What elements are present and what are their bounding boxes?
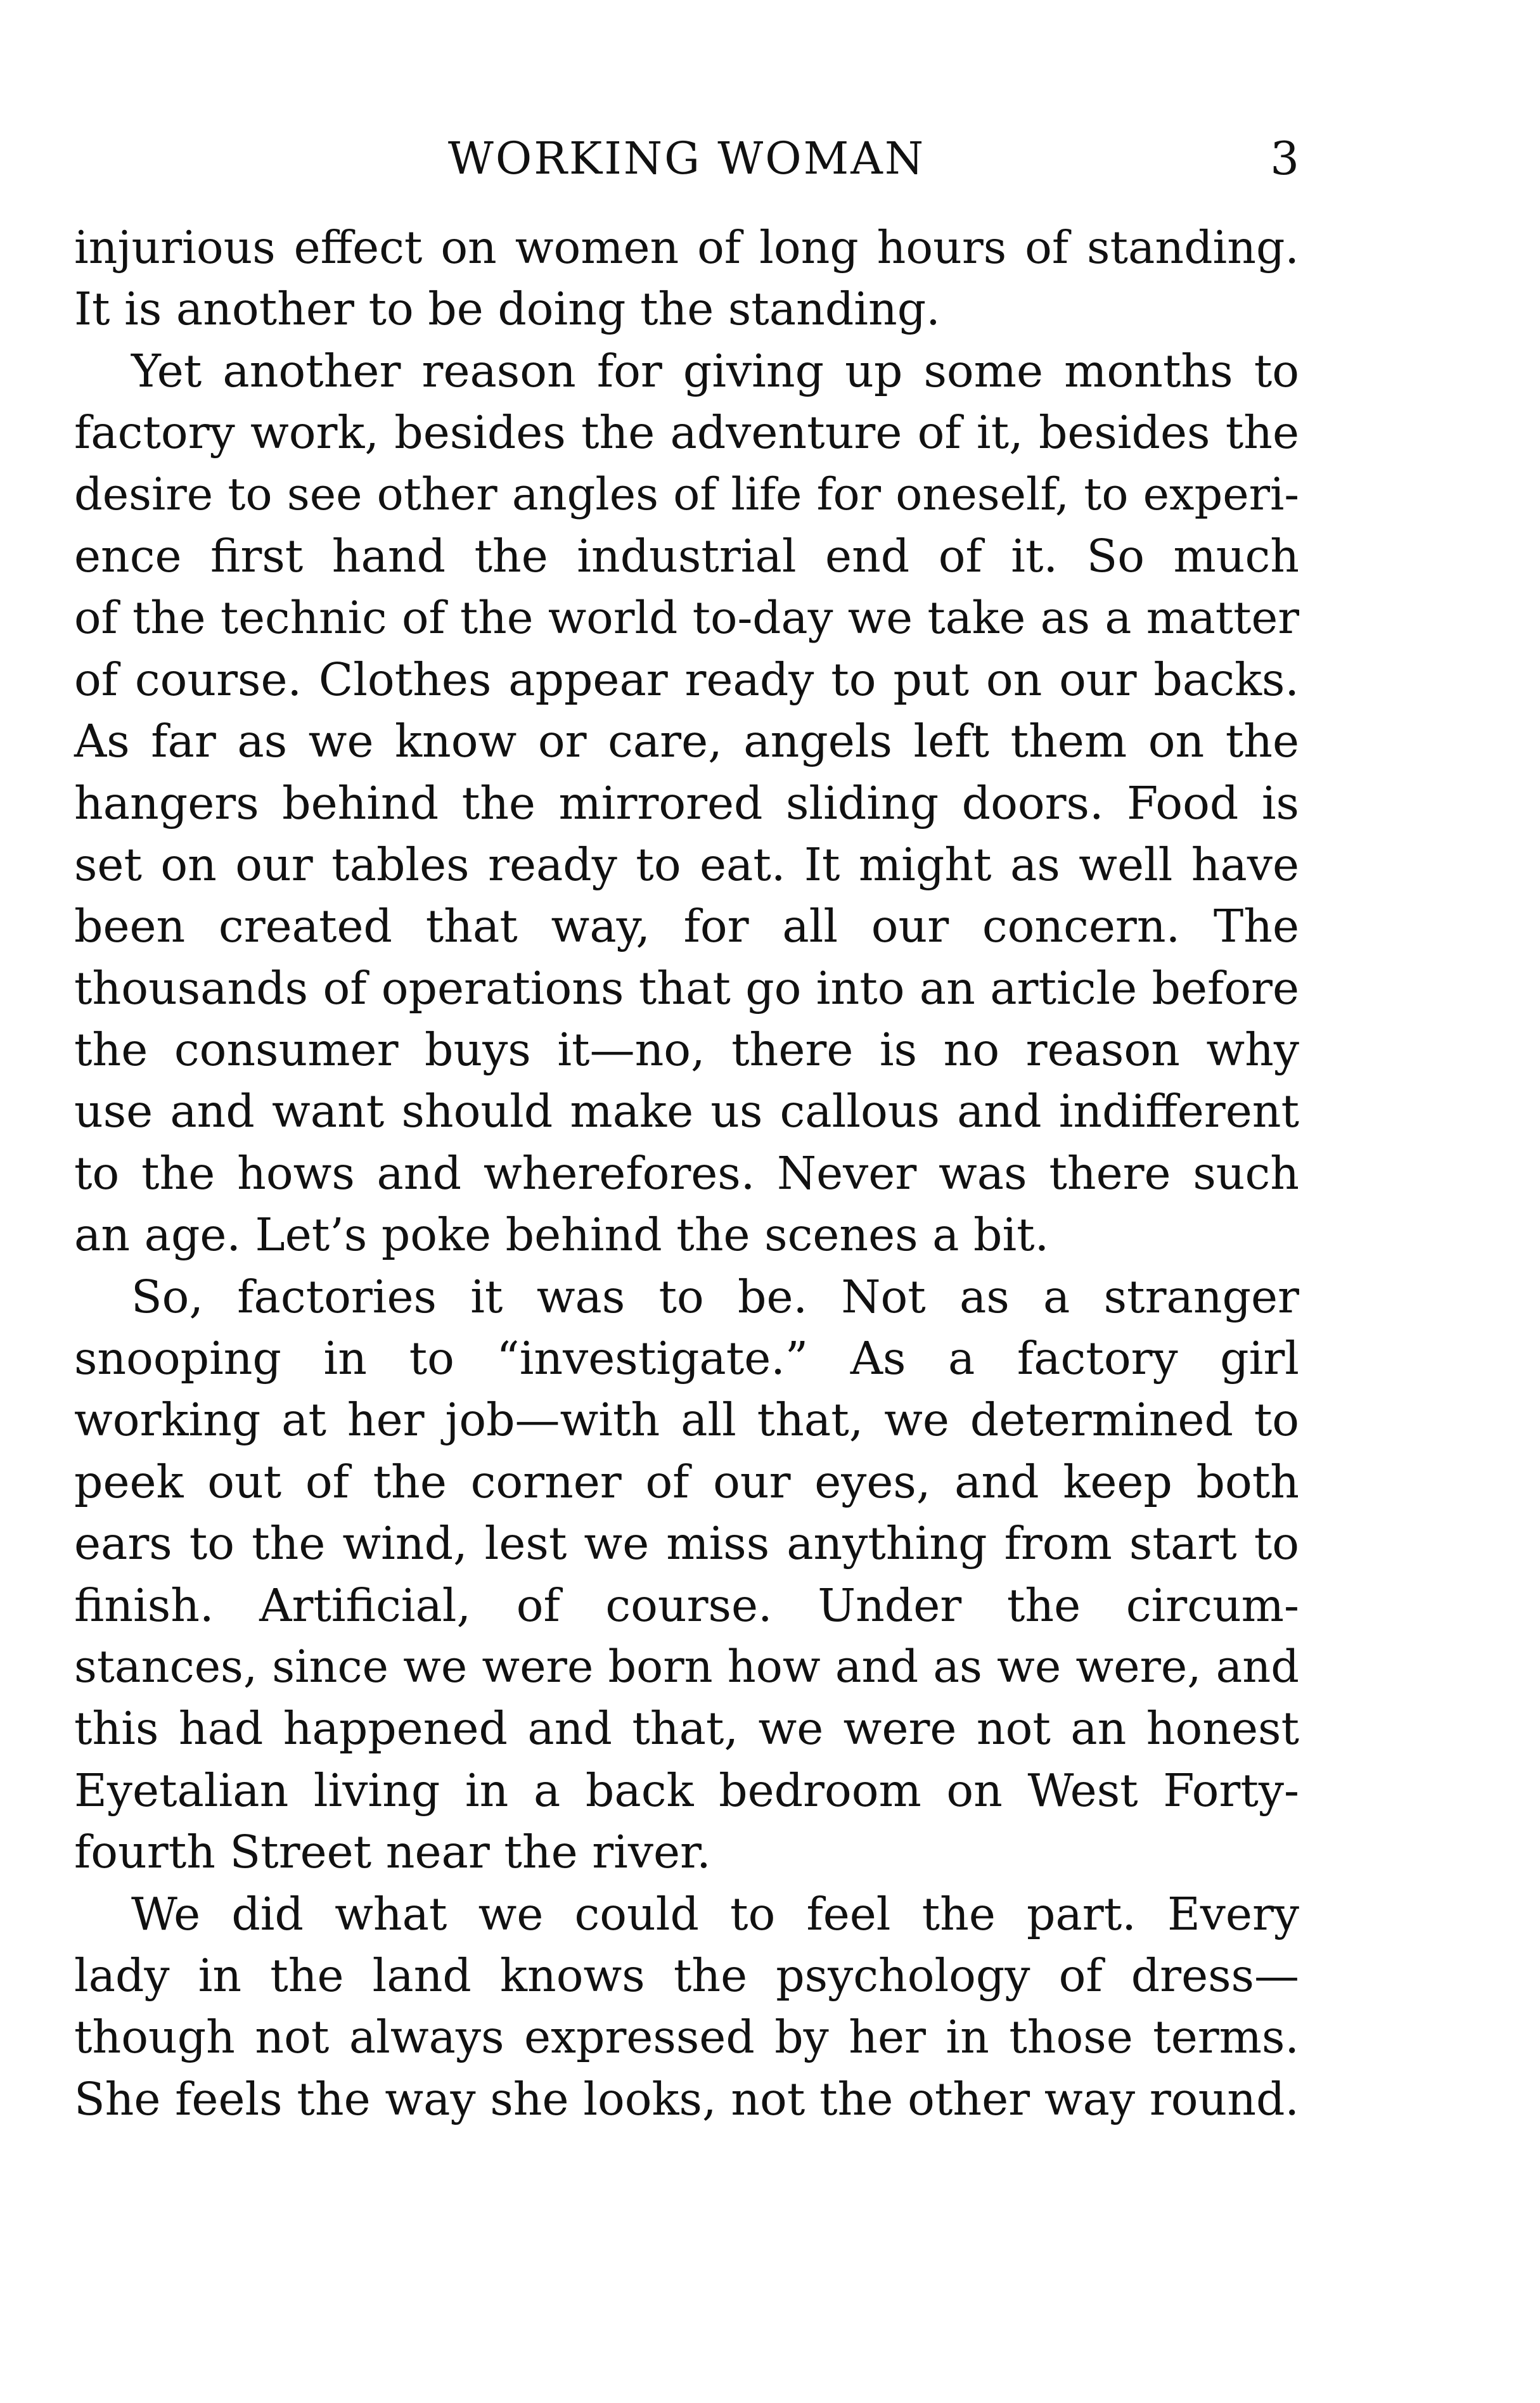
text-line: snooping in to “investigate.” As a factory girl xyxy=(74,1332,1299,1385)
text-line: Eyetalian living in a back bedroom on West Forty- xyxy=(74,1764,1299,1817)
text-line: So, factories it was to be. Not as a stranger xyxy=(131,1270,1299,1323)
text-line: desire to see other angles of life for oneself, to experi- xyxy=(74,468,1299,520)
text-line: of the technic of the world to-day we take as a matter xyxy=(74,591,1299,644)
text-line: ence first hand the industrial end of it. So much xyxy=(74,529,1299,582)
text-line: fourth Street near the river. xyxy=(74,1826,711,1879)
text-line: factory work, besides the adventure of it, besides the xyxy=(74,406,1299,459)
text-line: finish. Artificial, of course. Under the circum- xyxy=(74,1579,1299,1632)
text-line: ears to the wind, lest we miss anything from start to xyxy=(74,1517,1299,1570)
text-line: thousands of operations that go into an article before xyxy=(74,961,1299,1015)
running-head xyxy=(74,130,1299,187)
running-title: WORKING WOMAN xyxy=(447,132,926,184)
page-number: 3 xyxy=(1270,132,1299,185)
text-line: though not always expressed by her in those terms. xyxy=(74,2011,1299,2064)
text-line: the consumer buys it—no, there is no reason why xyxy=(74,1023,1299,1077)
text-line: working at her job—with all that, we determined to xyxy=(74,1394,1299,1447)
text-line: set on our tables ready to eat. It might as well have xyxy=(74,838,1299,891)
text-line: an age. Let’s poke behind the scenes a bit. xyxy=(74,1208,1049,1262)
text-line: use and want should make us callous and indifferent xyxy=(74,1085,1299,1138)
text-line: to the hows and wherefores. Never was there such xyxy=(74,1146,1299,1200)
text-line: She feels the way she looks, not the other way round. xyxy=(74,2072,1299,2125)
body-text xyxy=(74,217,1299,2130)
text-line: It is another to be doing the standing. xyxy=(74,283,940,336)
text-line: of course. Clothes appear ready to put on our backs. xyxy=(74,653,1299,706)
text-line: hangers behind the mirrored sliding doors. Food is xyxy=(74,776,1299,830)
text-line: As far as we know or care, angels left them on the xyxy=(74,715,1299,768)
text-line: been created that way, for all our concern. The xyxy=(74,900,1299,953)
text-line: injurious effect on women of long hours of standing. xyxy=(74,221,1299,274)
text-line: stances, since we were born how and as we were, and xyxy=(74,1641,1299,1693)
text-line: We did what we could to feel the part. Every xyxy=(131,1887,1299,1940)
text-line: lady in the land knows the psychology of dress— xyxy=(74,1949,1299,2002)
text-line: Yet another reason for giving up some months to xyxy=(131,344,1299,397)
text-line: this had happened and that, we were not an honest xyxy=(74,1702,1299,1755)
text-line: peek out of the corner of our eyes, and keep both xyxy=(74,1455,1299,1508)
